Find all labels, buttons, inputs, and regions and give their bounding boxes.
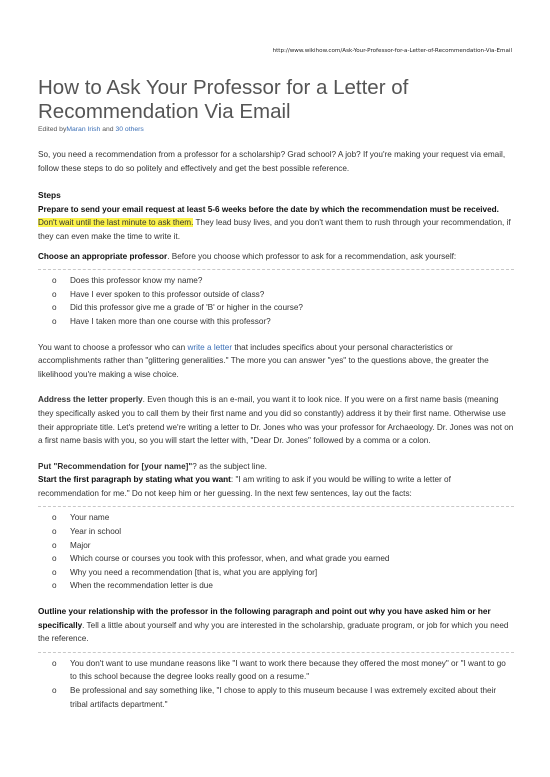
bullet-icon: o [52,686,57,695]
choose-text-after: that includes specifics about your personal characteristics or accomplishments rather than "glittering generalities." The more you can answer "yes" to the questions above, the greater the likelihood you're making a wise choice. [38,342,489,379]
list-item [38,315,514,329]
step-address [38,393,514,447]
list-item-text: Have I ever spoken to this professor outside of class? [70,289,265,299]
list-item-text: Your name [70,513,110,523]
article-body [38,148,514,723]
steps-heading: Steps [38,190,61,201]
list-item [38,566,514,580]
choose-text-before: You want to choose a professor who can [38,342,188,352]
bullet-icon: o [52,276,57,286]
bullet-icon: o [52,658,57,668]
list-item-text: Major [70,540,91,550]
bullet-icon: o [52,527,57,537]
step-prepare-rest: They lead busy lives, and you don't want them to rush through your recommendation, if they can even make the time to write it. [38,218,511,241]
bullet-icon: o [52,540,57,550]
step-choose [38,250,514,264]
edited-and: and [100,126,116,133]
page-title: How to Ask Your Professor for a Letter of Recommendation Via Email [38,76,409,123]
bullet-icon: o [52,513,57,523]
list-item [38,684,514,711]
edited-by-line [38,126,144,133]
bullet-icon: o [52,289,57,299]
step-prepare [38,203,514,244]
step-relationship-bold: Outline your relationship with the professor in the following paragraph and point out why you have asked him or her specifically [38,607,491,630]
edited-prefix: Edited by [38,126,67,133]
step-address-rest: . Even though this is an e-mail, you want it to look nice. If you were on a first name basis (meaning they specifically asked you to call them by their first name and you did so constantly) address it by their first name. Otherwise use their appropriate title. Let's pretend we're writing a letter to Dr. Jones who was your professor for Archaeology. Dr. Jones was not on a first name basis with you, so you will start the letter with, "Dear Dr. Jones" followed by a comma or a colon. [38,395,514,446]
step-relationship [38,605,514,646]
list-item [38,539,514,553]
bullet-icon: o [52,316,57,326]
step-first-paragraph-bold: Start the first paragraph by stating what you want [38,475,231,485]
step-address-bold: Address the letter properly [38,395,143,405]
step-prepare-bold: Prepare to send your email request at least 5-6 weeks before the date by which the recommendation must be received. [38,204,499,214]
list-item-text: Did this professor give me a grade of 'B' or higher in the course? [70,303,303,313]
list-item [38,511,514,525]
step-subject-bold: Put "Recommendation for [your name]" [38,461,193,471]
step-first-paragraph [38,473,514,500]
choose-paragraph [38,341,514,382]
write-a-letter-link[interactable]: write a letter [187,342,233,352]
author-link[interactable]: Maran Irish [66,126,101,133]
step-subject [38,460,514,474]
intro-paragraph: So, you need a recommendation from a professor for a scholarship? Grad school? A job? If you're making your request via email, follow these steps to do so politely and effectively and get the best possible reference. [38,150,506,173]
list-item-text: Be professional and say something like, "I chose to apply to this museum because I was extremely excited about their tribal artifacts department." [70,686,497,709]
source-url: http://www.wikihow.com/Ask-Your-Professor-for-a-Letter-of-Recommendation-Via-Email [272,48,512,54]
step-choose-bold: Choose an appropriate professor [38,251,168,261]
list-item-text: You don't want to use mundane reasons like "I want to work there because they offered the most money" or "I want to go to this school because the degree looks really good on a resume." [70,658,506,682]
step-prepare-highlight: Don't wait until the last minute to ask them. [38,218,194,228]
list-item-text: When the recommendation letter is due [70,581,213,591]
bullet-icon: o [52,554,57,564]
bullet-icon: o [52,303,57,313]
list-item [38,657,514,684]
tips-list [38,652,514,711]
list-item [38,288,514,302]
bullet-icon: o [52,567,57,577]
step-relationship-rest: . Tell a little about yourself and why you are interested in the scholarship, graduate program, or job for which you need the reference. [38,620,509,644]
list-item-text: Year in school [70,527,122,537]
others-link[interactable]: 30 others [115,126,144,133]
list-item-text: Have I taken more than one course with this professor? [70,316,271,326]
step-choose-rest: . Before you choose which professor to ask for a recommendation, ask yourself: [167,251,457,261]
bullet-icon: o [52,581,57,591]
step-subject-rest: ? as the subject line. [192,461,267,471]
list-item-text: Which course or courses you took with this professor, when, and what grade you earned [70,554,390,564]
list-item [38,274,514,288]
list-item [38,579,514,593]
list-item [38,301,514,315]
list-item-text: Does this professor know my name? [70,276,203,286]
step-first-paragraph-rest: : "I am writing to ask if you would be willing to write a letter of recommendation for me." Do not keep him or her guessing. In the next few sentences, lay out the facts: [38,475,451,498]
list-item [38,525,514,539]
list-item [38,552,514,566]
facts-list [38,506,514,593]
list-item-text: Why you need a recommendation [that is, what you are applying for] [70,567,318,577]
questions-list [38,269,514,328]
